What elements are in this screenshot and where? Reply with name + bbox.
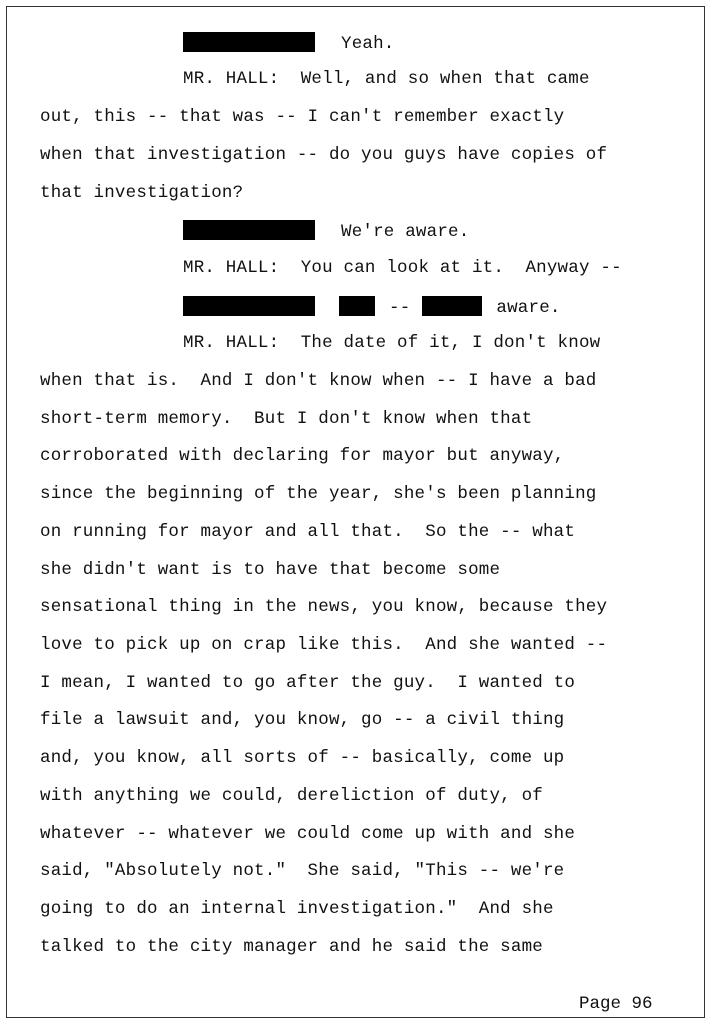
transcript-line: and, you know, all sorts of -- basically, come up	[40, 748, 565, 768]
transcript-line: that investigation?	[40, 183, 244, 203]
transcript-line: I mean, I wanted to go after the guy. I wanted to	[40, 673, 576, 693]
transcript-line: corroborated with declaring for mayor but anyway,	[40, 446, 565, 466]
line-text: aware.	[496, 298, 561, 318]
transcript-line: said, "Absolutely not." She said, "This -- we're	[40, 861, 565, 881]
redaction-bar	[183, 32, 315, 52]
transcript-line: since the beginning of the year, she's been planning	[40, 484, 597, 504]
transcript-line: short-term memory. But I don't know when that	[40, 409, 533, 429]
transcript-page	[6, 6, 705, 1018]
redaction-bar	[422, 296, 482, 316]
transcript-line: on running for mayor and all that. So the -- what	[40, 522, 576, 542]
redaction-bar	[183, 220, 315, 240]
line-text: --	[389, 298, 411, 318]
redaction-bar	[183, 296, 315, 316]
page-number: Page 96	[579, 994, 653, 1014]
line-text: We're aware.	[341, 222, 470, 242]
transcript-line	[183, 220, 469, 242]
transcript-line: out, this -- that was -- I can't remember exactly	[40, 107, 565, 127]
transcript-line: when that investigation -- do you guys have copies of	[40, 145, 608, 165]
transcript-line: whatever -- whatever we could come up with and she	[40, 824, 576, 844]
transcript-line: MR. HALL: Well, and so when that came	[183, 69, 590, 89]
redaction-bar	[339, 296, 375, 316]
transcript-line	[183, 32, 395, 54]
transcript-line: she didn't want is to have that become some	[40, 560, 501, 580]
transcript-line: with anything we could, dereliction of duty, of	[40, 786, 543, 806]
transcript-line: love to pick up on crap like this. And she wanted --	[40, 635, 608, 655]
transcript-line	[183, 296, 561, 318]
transcript-line: MR. HALL: The date of it, I don't know	[183, 333, 601, 353]
transcript-line: MR. HALL: You can look at it. Anyway --	[183, 258, 622, 278]
transcript-line: sensational thing in the news, you know, because they	[40, 597, 608, 617]
transcript-line: talked to the city manager and he said the same	[40, 937, 543, 957]
transcript-line: file a lawsuit and, you know, go -- a civil thing	[40, 710, 565, 730]
line-text: Yeah.	[341, 34, 395, 54]
transcript-line: going to do an internal investigation." And she	[40, 899, 554, 919]
transcript-line: when that is. And I don't know when -- I have a bad	[40, 371, 597, 391]
